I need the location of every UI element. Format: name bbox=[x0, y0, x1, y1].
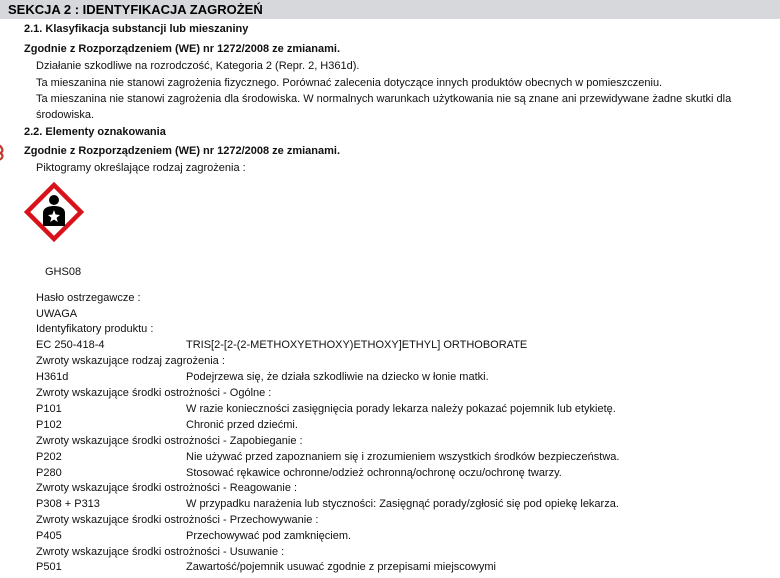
classification-line: Ta mieszanina nie stanowi zagrożenia fizycznego. Porównać zalecenia dotyczące innych produktów obecnych w pomieszczeniu. bbox=[36, 77, 663, 89]
statement-text: Zawartość/pojemnik usuwać zgodnie z przepisami miejscowymi bbox=[186, 561, 496, 573]
statement-text: Nie używać przed zapoznaniem się i zrozumieniem wszystkich środków bezpieczeństwa. bbox=[186, 451, 620, 463]
ghs08-health-hazard-icon bbox=[24, 182, 84, 260]
precaution-response-label: Zwroty wskazujące środki ostrożności - Reagowanie : bbox=[36, 482, 298, 494]
statement-code: P501 bbox=[36, 561, 62, 573]
statement-code: P405 bbox=[36, 530, 62, 542]
section-header: SEKCJA 2 : IDENTYFIKACJA ZAGROŻEŃ bbox=[0, 0, 780, 19]
subsection-heading-2-1: 2.1. Klasyfikacja substancji lub mieszaniny bbox=[24, 23, 249, 35]
statement-text: W razie konieczności zasięgnięcia porady lekarza należy pokazać pojemnik lub etykietę. bbox=[186, 403, 616, 415]
revision-marker-icon bbox=[0, 143, 6, 161]
precaution-general-label: Zwroty wskazujące środki ostrożności - Ogólne : bbox=[36, 387, 272, 399]
statement-text: Chronić przed dziećmi. bbox=[186, 419, 298, 431]
product-identifier-value: TRIS[2-[2-(2-METHOXYETHOXY)ETHOXY]ETHYL] ORTHOBORATE bbox=[186, 339, 528, 351]
pictogram-code: GHS08 bbox=[45, 266, 82, 278]
statement-code: P102 bbox=[36, 419, 62, 431]
statement-text: Przechowywać pod zamknięciem. bbox=[186, 530, 352, 542]
precaution-storage-label: Zwroty wskazujące środki ostrożności - Przechowywanie : bbox=[36, 514, 319, 526]
signal-word-label: Hasło ostrzegawcze : bbox=[36, 292, 141, 304]
classification-line: środowiska. bbox=[36, 109, 95, 121]
subsection-heading-2-2: 2.2. Elementy oznakowania bbox=[24, 126, 166, 138]
regulation-note-2-1: Zgodnie z Rozporządzeniem (WE) nr 1272/2008 ze zmianami. bbox=[24, 43, 341, 55]
precaution-prevention-label: Zwroty wskazujące środki ostrożności - Zapobieganie : bbox=[36, 435, 303, 447]
precaution-disposal-label: Zwroty wskazujące środki ostrożności - Usuwanie : bbox=[36, 546, 285, 558]
classification-line: Ta mieszanina nie stanowi zagrożenia dla środowiska. W normalnych warunkach użytkowania nie są znane ani przewidywane żadne skutki dla bbox=[36, 93, 732, 105]
hazard-statements-label: Zwroty wskazujące rodzaj zagrożenia : bbox=[36, 355, 225, 367]
statement-code: P202 bbox=[36, 451, 62, 463]
product-identifier-label: Identyfikatory produktu : bbox=[36, 323, 154, 335]
pictograms-label: Piktogramy określające rodzaj zagrożenia : bbox=[36, 162, 246, 174]
statement-code: P280 bbox=[36, 467, 62, 479]
statement-text: W przypadku narażenia lub styczności: Zasięgnąć porady/zgłosić się pod opiekę lekarza. bbox=[186, 498, 619, 510]
regulation-note-2-2: Zgodnie z Rozporządzeniem (WE) nr 1272/2008 ze zmianami. bbox=[24, 145, 341, 157]
classification-line: Działanie szkodliwe na rozrodczość, Kategoria 2 (Repr. 2, H361d). bbox=[36, 60, 360, 72]
statement-code: P101 bbox=[36, 403, 62, 415]
statement-text: Stosować rękawice ochronne/odzież ochronną/ochronę oczu/ochronę twarzy. bbox=[186, 467, 562, 479]
statement-code: H361d bbox=[36, 371, 69, 383]
statement-code: P308 + P313 bbox=[36, 498, 100, 510]
product-identifier-code: EC 250-418-4 bbox=[36, 339, 105, 351]
signal-word: UWAGA bbox=[36, 308, 78, 320]
statement-text: Podejrzewa się, że działa szkodliwie na dziecko w łonie matki. bbox=[186, 371, 489, 383]
